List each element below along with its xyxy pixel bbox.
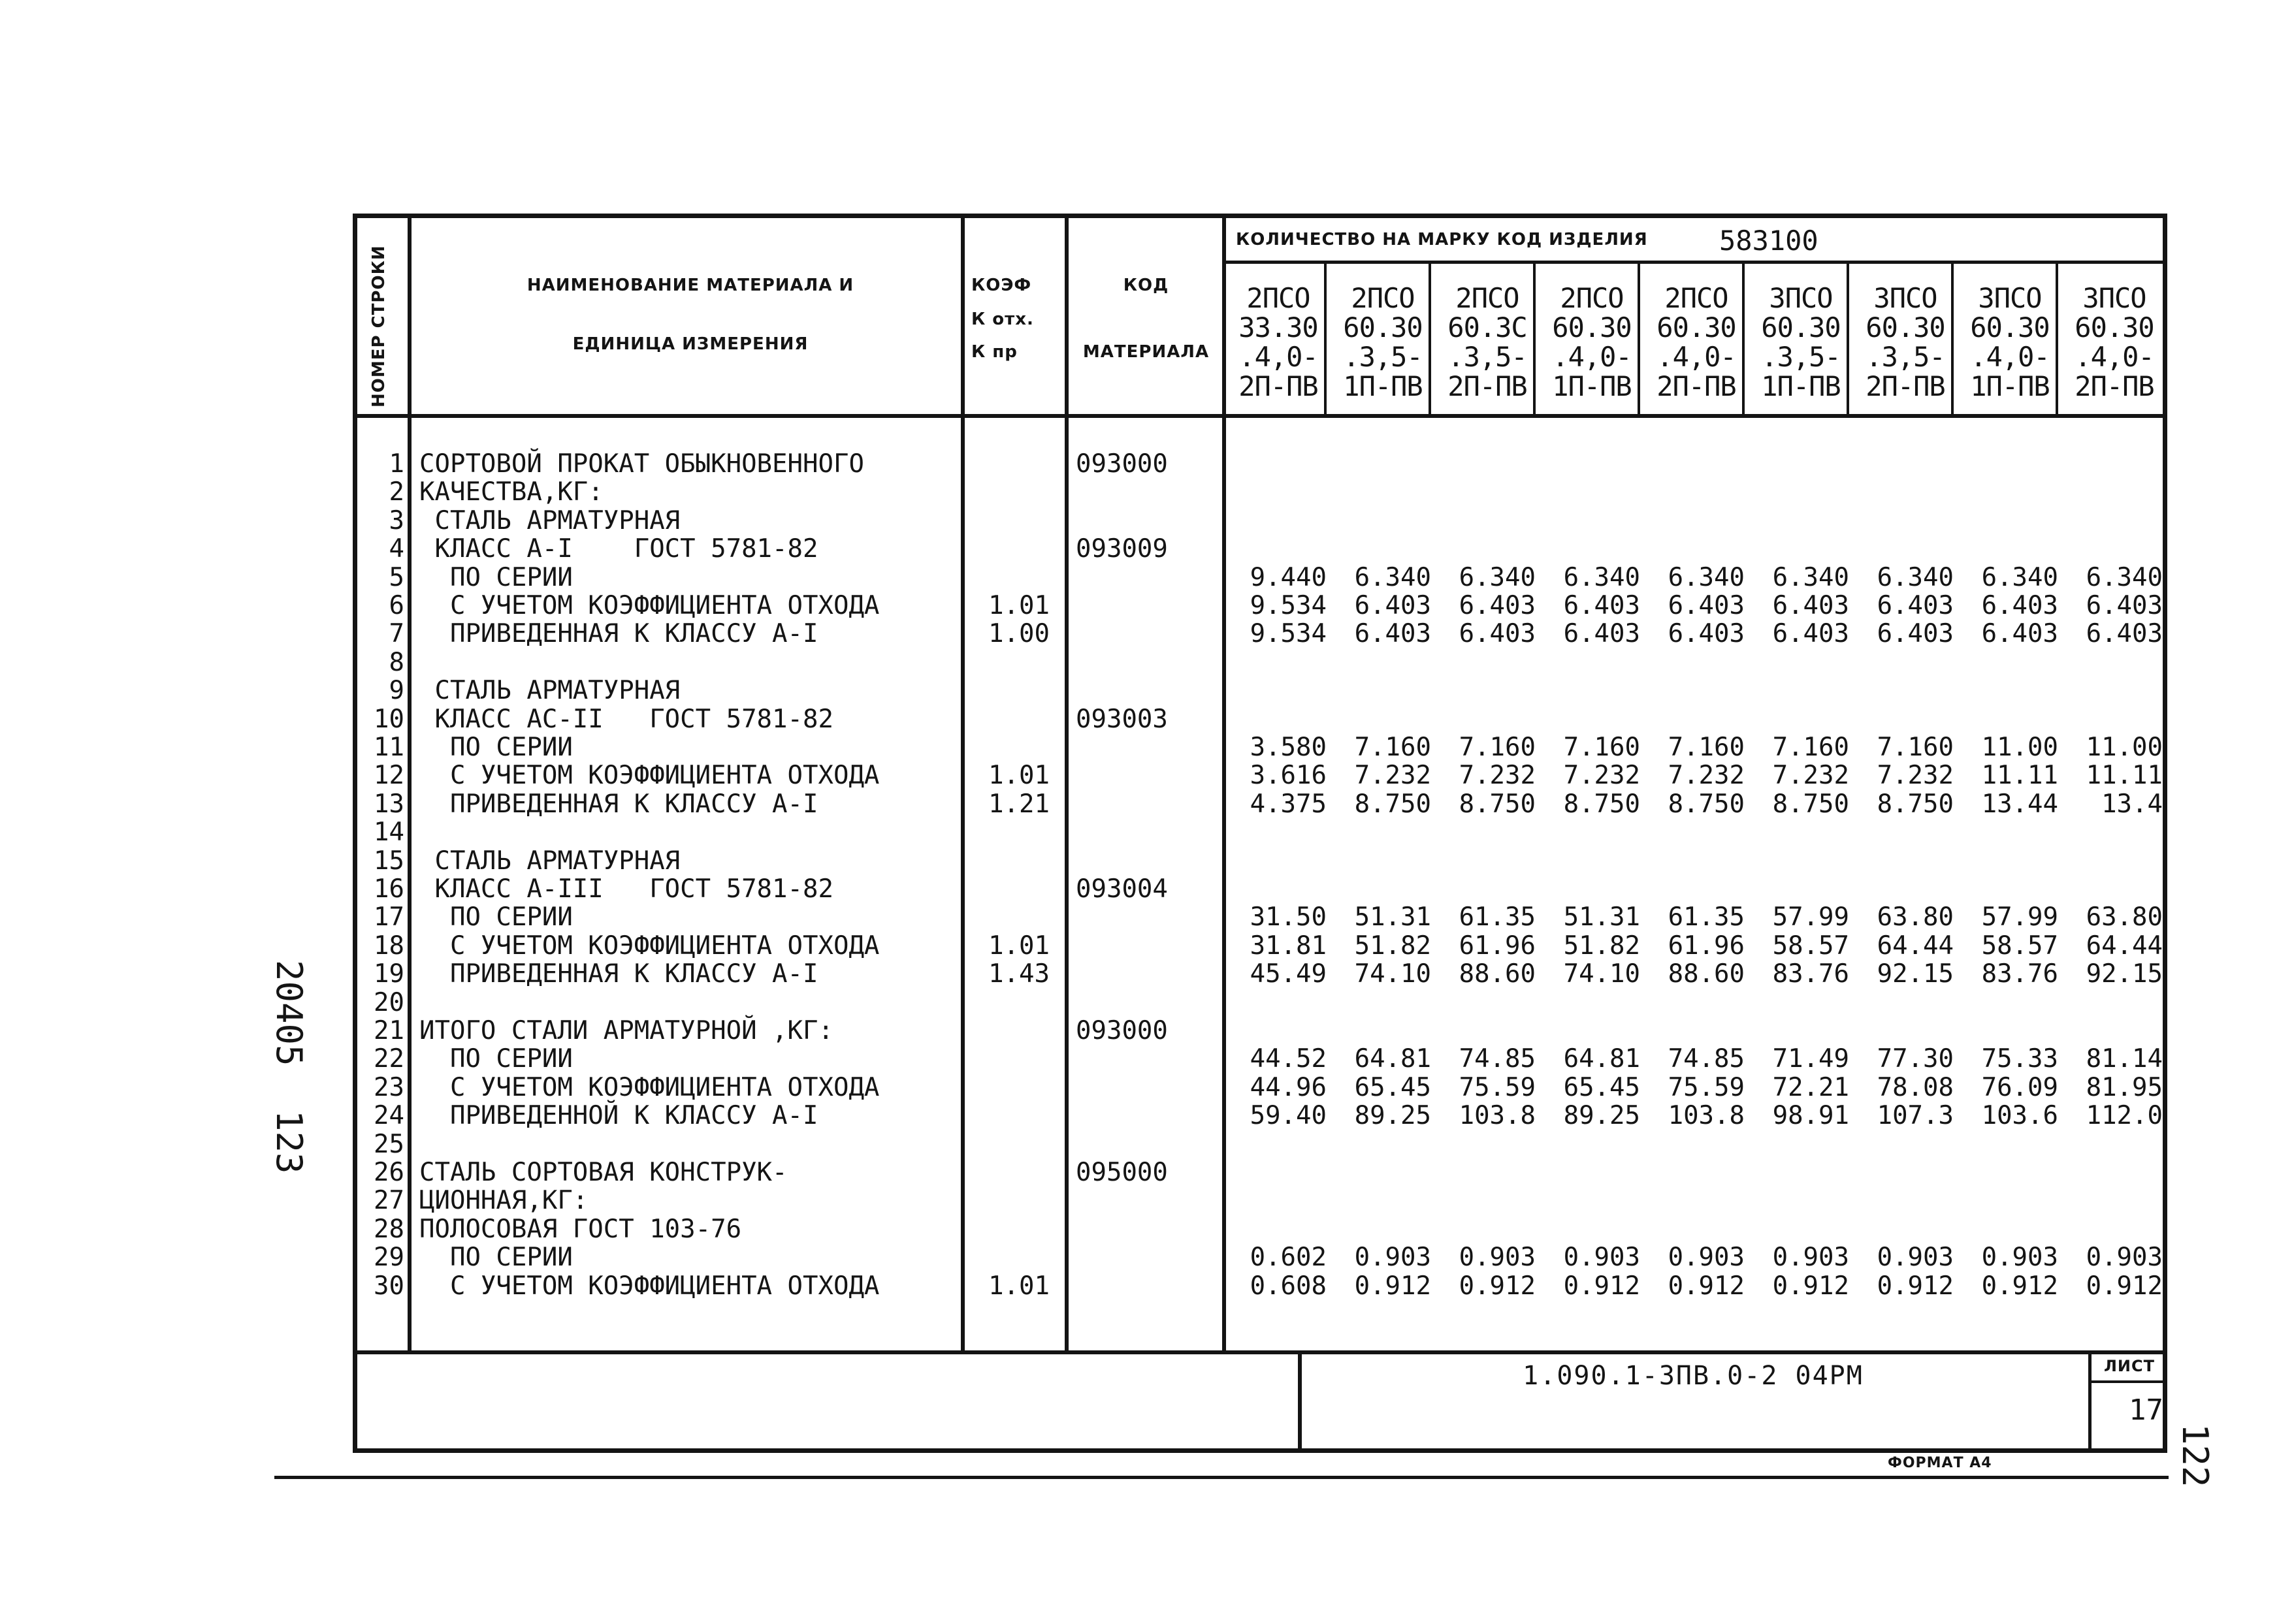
quantity-value: 74.10 bbox=[1354, 959, 1431, 989]
material-name: ПО СЕРИИ bbox=[419, 562, 573, 592]
column-header-line: 33.30 bbox=[1238, 311, 1318, 343]
quantity-value: 89.25 bbox=[1563, 1101, 1640, 1131]
quantity-value: 11.00 bbox=[1981, 733, 2058, 762]
quantity-value: 8.750 bbox=[1354, 789, 1431, 819]
quantity-value: 8.750 bbox=[1563, 789, 1640, 819]
quantity-value: 0.903 bbox=[1459, 1243, 1536, 1273]
material-name: ПРИВЕДЕННАЯ К КЛАССУ А-I bbox=[419, 959, 818, 989]
quantity-value: 0.912 bbox=[1877, 1271, 1954, 1301]
column-header-line: 3ПСО bbox=[2082, 282, 2146, 314]
quantity-value: 63.80 bbox=[2086, 902, 2163, 932]
column-header-line: 3ПСО bbox=[1873, 282, 1937, 314]
column-header bbox=[1749, 283, 1853, 401]
row-number: 4 bbox=[389, 534, 404, 564]
quantity-value: 6.340 bbox=[1354, 562, 1431, 592]
row-number: 14 bbox=[374, 818, 404, 848]
column-header-line: .3,5- bbox=[1343, 341, 1423, 373]
quantity-value: 6.403 bbox=[1668, 591, 1745, 620]
sheet-number: 17 bbox=[2129, 1393, 2163, 1427]
quantity-value: 58.57 bbox=[1981, 931, 2058, 961]
material-name: ПО СЕРИИ bbox=[419, 1044, 573, 1074]
row-number: 25 bbox=[374, 1129, 404, 1159]
material-code: 093000 bbox=[1076, 1016, 1168, 1045]
coefficient: 1.43 bbox=[988, 959, 1050, 989]
column-header-line: 2ПСО bbox=[1664, 282, 1728, 314]
quantity-value: 6.403 bbox=[1563, 591, 1640, 620]
quantity-value: 83.76 bbox=[1981, 959, 2058, 989]
column-header-line: .3,5- bbox=[1447, 341, 1527, 373]
column-header-line: 2П-ПВ bbox=[1238, 370, 1318, 402]
quantity-value: 6.403 bbox=[1459, 619, 1536, 649]
coef-header: КОЭФ bbox=[971, 276, 1032, 295]
quantity-value: 61.35 bbox=[1668, 902, 1745, 932]
quantity-value: 92.15 bbox=[2086, 959, 2163, 989]
quantity-value: 6.340 bbox=[1981, 562, 2058, 592]
material-name-header: НАИМЕНОВАНИЕ МАТЕРИАЛА И bbox=[526, 276, 854, 295]
quantity-value: 92.15 bbox=[1877, 959, 1954, 989]
quantity-value: 51.31 bbox=[1563, 902, 1640, 932]
material-name: КЛАСС А-I ГОСТ 5781-82 bbox=[419, 534, 818, 564]
quantity-value: 107.3 bbox=[1877, 1101, 1954, 1131]
column-header-line: 60.3С bbox=[1447, 311, 1527, 343]
margin-number-right: 122 bbox=[2174, 1424, 2216, 1488]
quantity-value: 7.232 bbox=[1354, 761, 1431, 791]
quantity-value: 64.44 bbox=[1877, 931, 1954, 961]
divider bbox=[1065, 218, 1069, 1352]
material-name: ПО СЕРИИ bbox=[419, 902, 573, 932]
row-number: 23 bbox=[374, 1072, 404, 1102]
quantity-value: 0.602 bbox=[1250, 1243, 1327, 1273]
quantity-value: 8.750 bbox=[1772, 789, 1849, 819]
quantity-value: 0.912 bbox=[1459, 1271, 1536, 1301]
material-code: 093003 bbox=[1076, 704, 1168, 734]
column-header bbox=[2062, 283, 2167, 401]
quantity-value: 11.11 bbox=[1981, 761, 2058, 791]
column-header-line: 60.30 bbox=[1970, 311, 2050, 343]
row-number: 11 bbox=[374, 733, 404, 762]
quantity-value: 6.403 bbox=[1459, 591, 1536, 620]
row-number: 18 bbox=[374, 931, 404, 961]
column-header-line: 2ПСО bbox=[1455, 282, 1519, 314]
quantity-value: 3.580 bbox=[1250, 733, 1327, 762]
column-header-line: 60.30 bbox=[1866, 311, 1945, 343]
quantity-value: 0.608 bbox=[1250, 1271, 1327, 1301]
quantity-value: 7.160 bbox=[1459, 733, 1536, 762]
quantity-value: 75.59 bbox=[1459, 1072, 1536, 1102]
quantity-value: 9.534 bbox=[1250, 591, 1327, 620]
row-number: 12 bbox=[374, 761, 404, 791]
quantity-value: 6.403 bbox=[1877, 619, 1954, 649]
quantity-value: 6.403 bbox=[1563, 619, 1640, 649]
material-name: С УЧЕТОМ КОЭФФИЦИЕНТА ОТХОДА bbox=[419, 931, 880, 961]
row-number: 30 bbox=[374, 1271, 404, 1301]
column-header-line: .4,0- bbox=[1238, 341, 1318, 373]
quantity-value: 51.31 bbox=[1354, 902, 1431, 932]
coefficient: 1.01 bbox=[988, 591, 1050, 620]
column-header-line: 1П-ПВ bbox=[1970, 370, 2050, 402]
column-header-line: 60.30 bbox=[1761, 311, 1841, 343]
quantity-value: 59.40 bbox=[1250, 1101, 1327, 1131]
quantity-value: 81.14 bbox=[2086, 1044, 2163, 1074]
quantity-value: 0.903 bbox=[1354, 1243, 1431, 1273]
quantity-value: 64.81 bbox=[1354, 1044, 1431, 1074]
material-code: 095000 bbox=[1076, 1158, 1168, 1187]
quantity-value: 6.340 bbox=[1772, 562, 1849, 592]
quantity-value: 6.403 bbox=[1981, 619, 2058, 649]
quantity-value: 51.82 bbox=[1563, 931, 1640, 961]
row-number: 24 bbox=[374, 1101, 404, 1131]
material-name: СОРТОВОЙ ПРОКАТ ОБЫКНОВЕННОГО bbox=[419, 449, 864, 479]
divider bbox=[357, 1350, 2167, 1354]
quantity-value: 61.96 bbox=[1668, 931, 1745, 961]
column-header bbox=[1644, 283, 1749, 401]
column-header-line: 3ПСО bbox=[1978, 282, 2042, 314]
quantity-value: 0.903 bbox=[1668, 1243, 1745, 1273]
column-header bbox=[1435, 283, 1540, 401]
column-header-line: .3,5- bbox=[1866, 341, 1945, 373]
quantity-value: 57.99 bbox=[1981, 902, 2058, 932]
material-name: КЛАСС АС-II ГОСТ 5781-82 bbox=[419, 704, 833, 734]
quantity-value: 76.09 bbox=[1981, 1072, 2058, 1102]
row-number: 17 bbox=[374, 902, 404, 932]
quantity-value: 64.44 bbox=[2086, 931, 2163, 961]
column-header bbox=[1226, 283, 1331, 401]
column-header-line: 2П-ПВ bbox=[1447, 370, 1527, 402]
material-code-header: МАТЕРИАЛА bbox=[1082, 342, 1210, 362]
column-header-line: 1П-ПВ bbox=[1343, 370, 1423, 402]
coefficient: 1.21 bbox=[988, 789, 1050, 819]
row-number: 16 bbox=[374, 874, 404, 904]
quantity-value: 11.11 bbox=[2086, 761, 2163, 791]
row-number: 21 bbox=[374, 1016, 404, 1045]
row-number: 27 bbox=[374, 1186, 404, 1216]
quantity-value: 6.340 bbox=[1459, 562, 1536, 592]
quantity-value: 6.403 bbox=[2086, 591, 2163, 620]
row-number: 13 bbox=[374, 789, 404, 819]
material-name: ПРИВЕДЕННОЙ К КЛАССУ А-I bbox=[419, 1101, 818, 1131]
material-name: ПРИВЕДЕННАЯ К КЛАССУ А-I bbox=[419, 789, 818, 819]
column-header bbox=[1958, 283, 2062, 401]
row-number: 26 bbox=[374, 1158, 404, 1187]
quantity-value: 7.160 bbox=[1772, 733, 1849, 762]
material-code: 093004 bbox=[1076, 874, 1168, 904]
row-number: 22 bbox=[374, 1044, 404, 1074]
quantity-value: 0.912 bbox=[1354, 1271, 1431, 1301]
quantity-value: 3.616 bbox=[1250, 761, 1327, 791]
material-name: СТАЛЬ СОРТОВАЯ КОНСТРУК- bbox=[419, 1158, 788, 1187]
quantity-value: 44.96 bbox=[1250, 1072, 1327, 1102]
format-label: ФОРМАТ А4 bbox=[1888, 1455, 1992, 1471]
row-number: 6 bbox=[389, 591, 404, 620]
quantity-value: 7.232 bbox=[1877, 761, 1954, 791]
quantity-header: КОЛИЧЕСТВО НА МАРКУ КОД ИЗДЕЛИЯ bbox=[1236, 230, 1648, 249]
quantity-value: 6.403 bbox=[2086, 619, 2163, 649]
material-name: КЛАСС А-III ГОСТ 5781-82 bbox=[419, 874, 833, 904]
material-name: ПО СЕРИИ bbox=[419, 733, 573, 762]
quantity-value: 0.912 bbox=[1981, 1271, 2058, 1301]
column-header-line: 2П-ПВ bbox=[1656, 370, 1736, 402]
divider bbox=[408, 218, 412, 1352]
coefficient: 1.00 bbox=[988, 619, 1050, 649]
bottom-rule bbox=[274, 1476, 2169, 1479]
product-code: 583100 bbox=[1719, 225, 1818, 257]
quantity-value: 0.912 bbox=[1668, 1271, 1745, 1301]
column-header bbox=[1331, 283, 1435, 401]
quantity-value: 75.33 bbox=[1981, 1044, 2058, 1074]
row-number: 20 bbox=[374, 987, 404, 1017]
column-header-line: .4,0- bbox=[1656, 341, 1736, 373]
quantity-value: 6.403 bbox=[1668, 619, 1745, 649]
quantity-value: 7.232 bbox=[1772, 761, 1849, 791]
quantity-value: 7.232 bbox=[1563, 761, 1640, 791]
coefficient: 1.01 bbox=[988, 931, 1050, 961]
quantity-value: 6.340 bbox=[1877, 562, 1954, 592]
quantity-value: 75.59 bbox=[1668, 1072, 1745, 1102]
quantity-value: 31.50 bbox=[1250, 902, 1327, 932]
quantity-value: 8.750 bbox=[1877, 789, 1954, 819]
quantity-value: 8.750 bbox=[1668, 789, 1745, 819]
column-header-line: 60.30 bbox=[1656, 311, 1736, 343]
column-header-line: 2ПСО bbox=[1246, 282, 1310, 314]
material-name: КАЧЕСТВА,КГ: bbox=[419, 477, 604, 507]
quantity-value: 63.80 bbox=[1877, 902, 1954, 932]
column-header-line: 1П-ПВ bbox=[1761, 370, 1841, 402]
quantity-value: 71.49 bbox=[1772, 1044, 1849, 1074]
quantity-value: 7.232 bbox=[1668, 761, 1745, 791]
quantity-value: 0.903 bbox=[2086, 1243, 2163, 1273]
quantity-value: 65.45 bbox=[1354, 1072, 1431, 1102]
quantity-value: 61.35 bbox=[1459, 902, 1536, 932]
quantity-value: 0.912 bbox=[2086, 1271, 2163, 1301]
row-number: 29 bbox=[374, 1243, 404, 1273]
material-code: 093000 bbox=[1076, 449, 1168, 479]
coefficient: 1.01 bbox=[988, 761, 1050, 791]
row-number: 9 bbox=[389, 676, 404, 706]
column-header-line: 2П-ПВ bbox=[2075, 370, 2154, 402]
margin-number-left-2: 123 bbox=[268, 1110, 310, 1174]
quantity-value: 6.403 bbox=[1354, 591, 1431, 620]
quantity-value: 6.403 bbox=[1772, 619, 1849, 649]
row-number: 5 bbox=[389, 562, 404, 592]
quantity-value: 6.340 bbox=[1563, 562, 1640, 592]
quantity-value: 74.85 bbox=[1668, 1044, 1745, 1074]
quantity-value: 13.44 bbox=[1981, 789, 2058, 819]
sheet-label: ЛИСТ bbox=[2103, 1357, 2155, 1375]
quantity-value: 45.49 bbox=[1250, 959, 1327, 989]
column-header-line: 60.30 bbox=[1343, 311, 1423, 343]
quantity-value: 64.81 bbox=[1563, 1044, 1640, 1074]
quantity-value: 103.8 bbox=[1459, 1101, 1536, 1131]
material-name: С УЧЕТОМ КОЭФФИЦИЕНТА ОТХОДА bbox=[419, 761, 880, 791]
quantity-value: 61.96 bbox=[1459, 931, 1536, 961]
quantity-value: 103.6 bbox=[1981, 1101, 2058, 1131]
quantity-value: 7.160 bbox=[1354, 733, 1431, 762]
quantity-value: 7.160 bbox=[1563, 733, 1640, 762]
quantity-value: 8.750 bbox=[1459, 789, 1536, 819]
row-number: 10 bbox=[374, 704, 404, 734]
column-header-line: 1П-ПВ bbox=[1552, 370, 1632, 402]
quantity-value: 77.30 bbox=[1877, 1044, 1954, 1074]
material-name: ИТОГО СТАЛИ АРМАТУРНОЙ ,КГ: bbox=[419, 1016, 833, 1045]
material-name: ЦИОННАЯ,КГ: bbox=[419, 1186, 589, 1216]
quantity-value: 65.45 bbox=[1563, 1072, 1640, 1102]
material-name: С УЧЕТОМ КОЭФФИЦИЕНТА ОТХОДА bbox=[419, 1271, 880, 1301]
material-name: С УЧЕТОМ КОЭФФИЦИЕНТА ОТХОДА bbox=[419, 1072, 880, 1102]
quantity-value: 81.95 bbox=[2086, 1072, 2163, 1102]
quantity-value: 6.403 bbox=[1877, 591, 1954, 620]
column-header-line: .4,0- bbox=[1552, 341, 1632, 373]
quantity-value: 9.534 bbox=[1250, 619, 1327, 649]
coef-reduced-header: К пр bbox=[971, 342, 1018, 362]
row-number: 7 bbox=[389, 619, 404, 649]
quantity-value: 0.903 bbox=[1772, 1243, 1849, 1273]
quantity-value: 0.903 bbox=[1563, 1243, 1640, 1273]
unit-header: ЕДИНИЦА ИЗМЕРЕНИЯ bbox=[572, 334, 809, 354]
divider bbox=[1222, 261, 2167, 264]
quantity-value: 11.00 bbox=[2086, 733, 2163, 762]
quantity-value: 112.0 bbox=[2086, 1101, 2163, 1131]
row-number: 3 bbox=[389, 505, 404, 535]
column-header-line: 2П-ПВ bbox=[1866, 370, 1945, 402]
column-header-line: 3ПСО bbox=[1769, 282, 1833, 314]
coef-waste-header: К отх. bbox=[971, 310, 1034, 329]
column-header-line: .4,0- bbox=[1970, 341, 2050, 373]
quantity-value: 83.76 bbox=[1772, 959, 1849, 989]
column-header-line: 60.30 bbox=[1552, 311, 1632, 343]
material-name: СТАЛЬ АРМАТУРНАЯ bbox=[419, 846, 681, 876]
column-header-line: 2ПСО bbox=[1560, 282, 1624, 314]
coefficient: 1.01 bbox=[988, 1271, 1050, 1301]
column-header-line: 2ПСО bbox=[1351, 282, 1415, 314]
quantity-value: 0.912 bbox=[1772, 1271, 1849, 1301]
row-number-header: НОМЕР СТРОКИ bbox=[369, 245, 389, 407]
quantity-value: 88.60 bbox=[1668, 959, 1745, 989]
quantity-value: 44.52 bbox=[1250, 1044, 1327, 1074]
column-header-line: .4,0- bbox=[2075, 341, 2154, 373]
column-header bbox=[1540, 283, 1644, 401]
quantity-value: 74.85 bbox=[1459, 1044, 1536, 1074]
document-sheet bbox=[353, 214, 2167, 1453]
quantity-value: 57.99 bbox=[1772, 902, 1849, 932]
quantity-value: 7.160 bbox=[1877, 733, 1954, 762]
quantity-value: 6.403 bbox=[1354, 619, 1431, 649]
document-code: 1.090.1-3ПВ.0-2 04РМ bbox=[1523, 1361, 1864, 1391]
code-header: КОД bbox=[1123, 276, 1169, 295]
column-header-line: .3,5- bbox=[1761, 341, 1841, 373]
quantity-value: 4.375 bbox=[1250, 789, 1327, 819]
quantity-value: 0.903 bbox=[1981, 1243, 2058, 1273]
quantity-value: 9.440 bbox=[1250, 562, 1327, 592]
material-name: ПРИВЕДЕННАЯ К КЛАССУ А-I bbox=[419, 619, 818, 649]
quantity-value: 0.903 bbox=[1877, 1243, 1954, 1273]
quantity-value: 7.232 bbox=[1459, 761, 1536, 791]
quantity-value: 6.403 bbox=[1772, 591, 1849, 620]
row-number: 19 bbox=[374, 959, 404, 989]
margin-number-left: 20405 bbox=[268, 960, 310, 1066]
quantity-value: 51.82 bbox=[1354, 931, 1431, 961]
column-header bbox=[1853, 283, 1958, 401]
row-number: 28 bbox=[374, 1214, 404, 1244]
material-code: 093009 bbox=[1076, 534, 1168, 564]
material-name: СТАЛЬ АРМАТУРНАЯ bbox=[419, 676, 681, 706]
row-number: 15 bbox=[374, 846, 404, 876]
quantity-value: 0.912 bbox=[1563, 1271, 1640, 1301]
quantity-value: 98.91 bbox=[1772, 1101, 1849, 1131]
material-name: СТАЛЬ АРМАТУРНАЯ bbox=[419, 505, 681, 535]
quantity-value: 88.60 bbox=[1459, 959, 1536, 989]
material-name: С УЧЕТОМ КОЭФФИЦИЕНТА ОТХОДА bbox=[419, 591, 880, 620]
quantity-value: 78.08 bbox=[1877, 1072, 1954, 1102]
quantity-value: 89.25 bbox=[1354, 1101, 1431, 1131]
quantity-value: 31.81 bbox=[1250, 931, 1327, 961]
quantity-value: 6.340 bbox=[1668, 562, 1745, 592]
quantity-value: 7.160 bbox=[1668, 733, 1745, 762]
divider bbox=[357, 414, 2167, 418]
quantity-value: 72.21 bbox=[1772, 1072, 1849, 1102]
row-number: 8 bbox=[389, 647, 404, 677]
material-name: ПО СЕРИИ bbox=[419, 1243, 573, 1273]
quantity-value: 58.57 bbox=[1772, 931, 1849, 961]
quantity-value: 6.403 bbox=[1981, 591, 2058, 620]
material-name: ПОЛОСОВАЯ ГОСТ 103-76 bbox=[419, 1214, 742, 1244]
row-number: 2 bbox=[389, 477, 404, 507]
column-header-line: 60.30 bbox=[2075, 311, 2154, 343]
quantity-value: 74.10 bbox=[1563, 959, 1640, 989]
quantity-value: 13.4 bbox=[2101, 789, 2163, 819]
row-number: 1 bbox=[389, 449, 404, 479]
quantity-value: 6.340 bbox=[2086, 562, 2163, 592]
divider bbox=[2088, 1380, 2167, 1383]
quantity-value: 103.8 bbox=[1668, 1101, 1745, 1131]
